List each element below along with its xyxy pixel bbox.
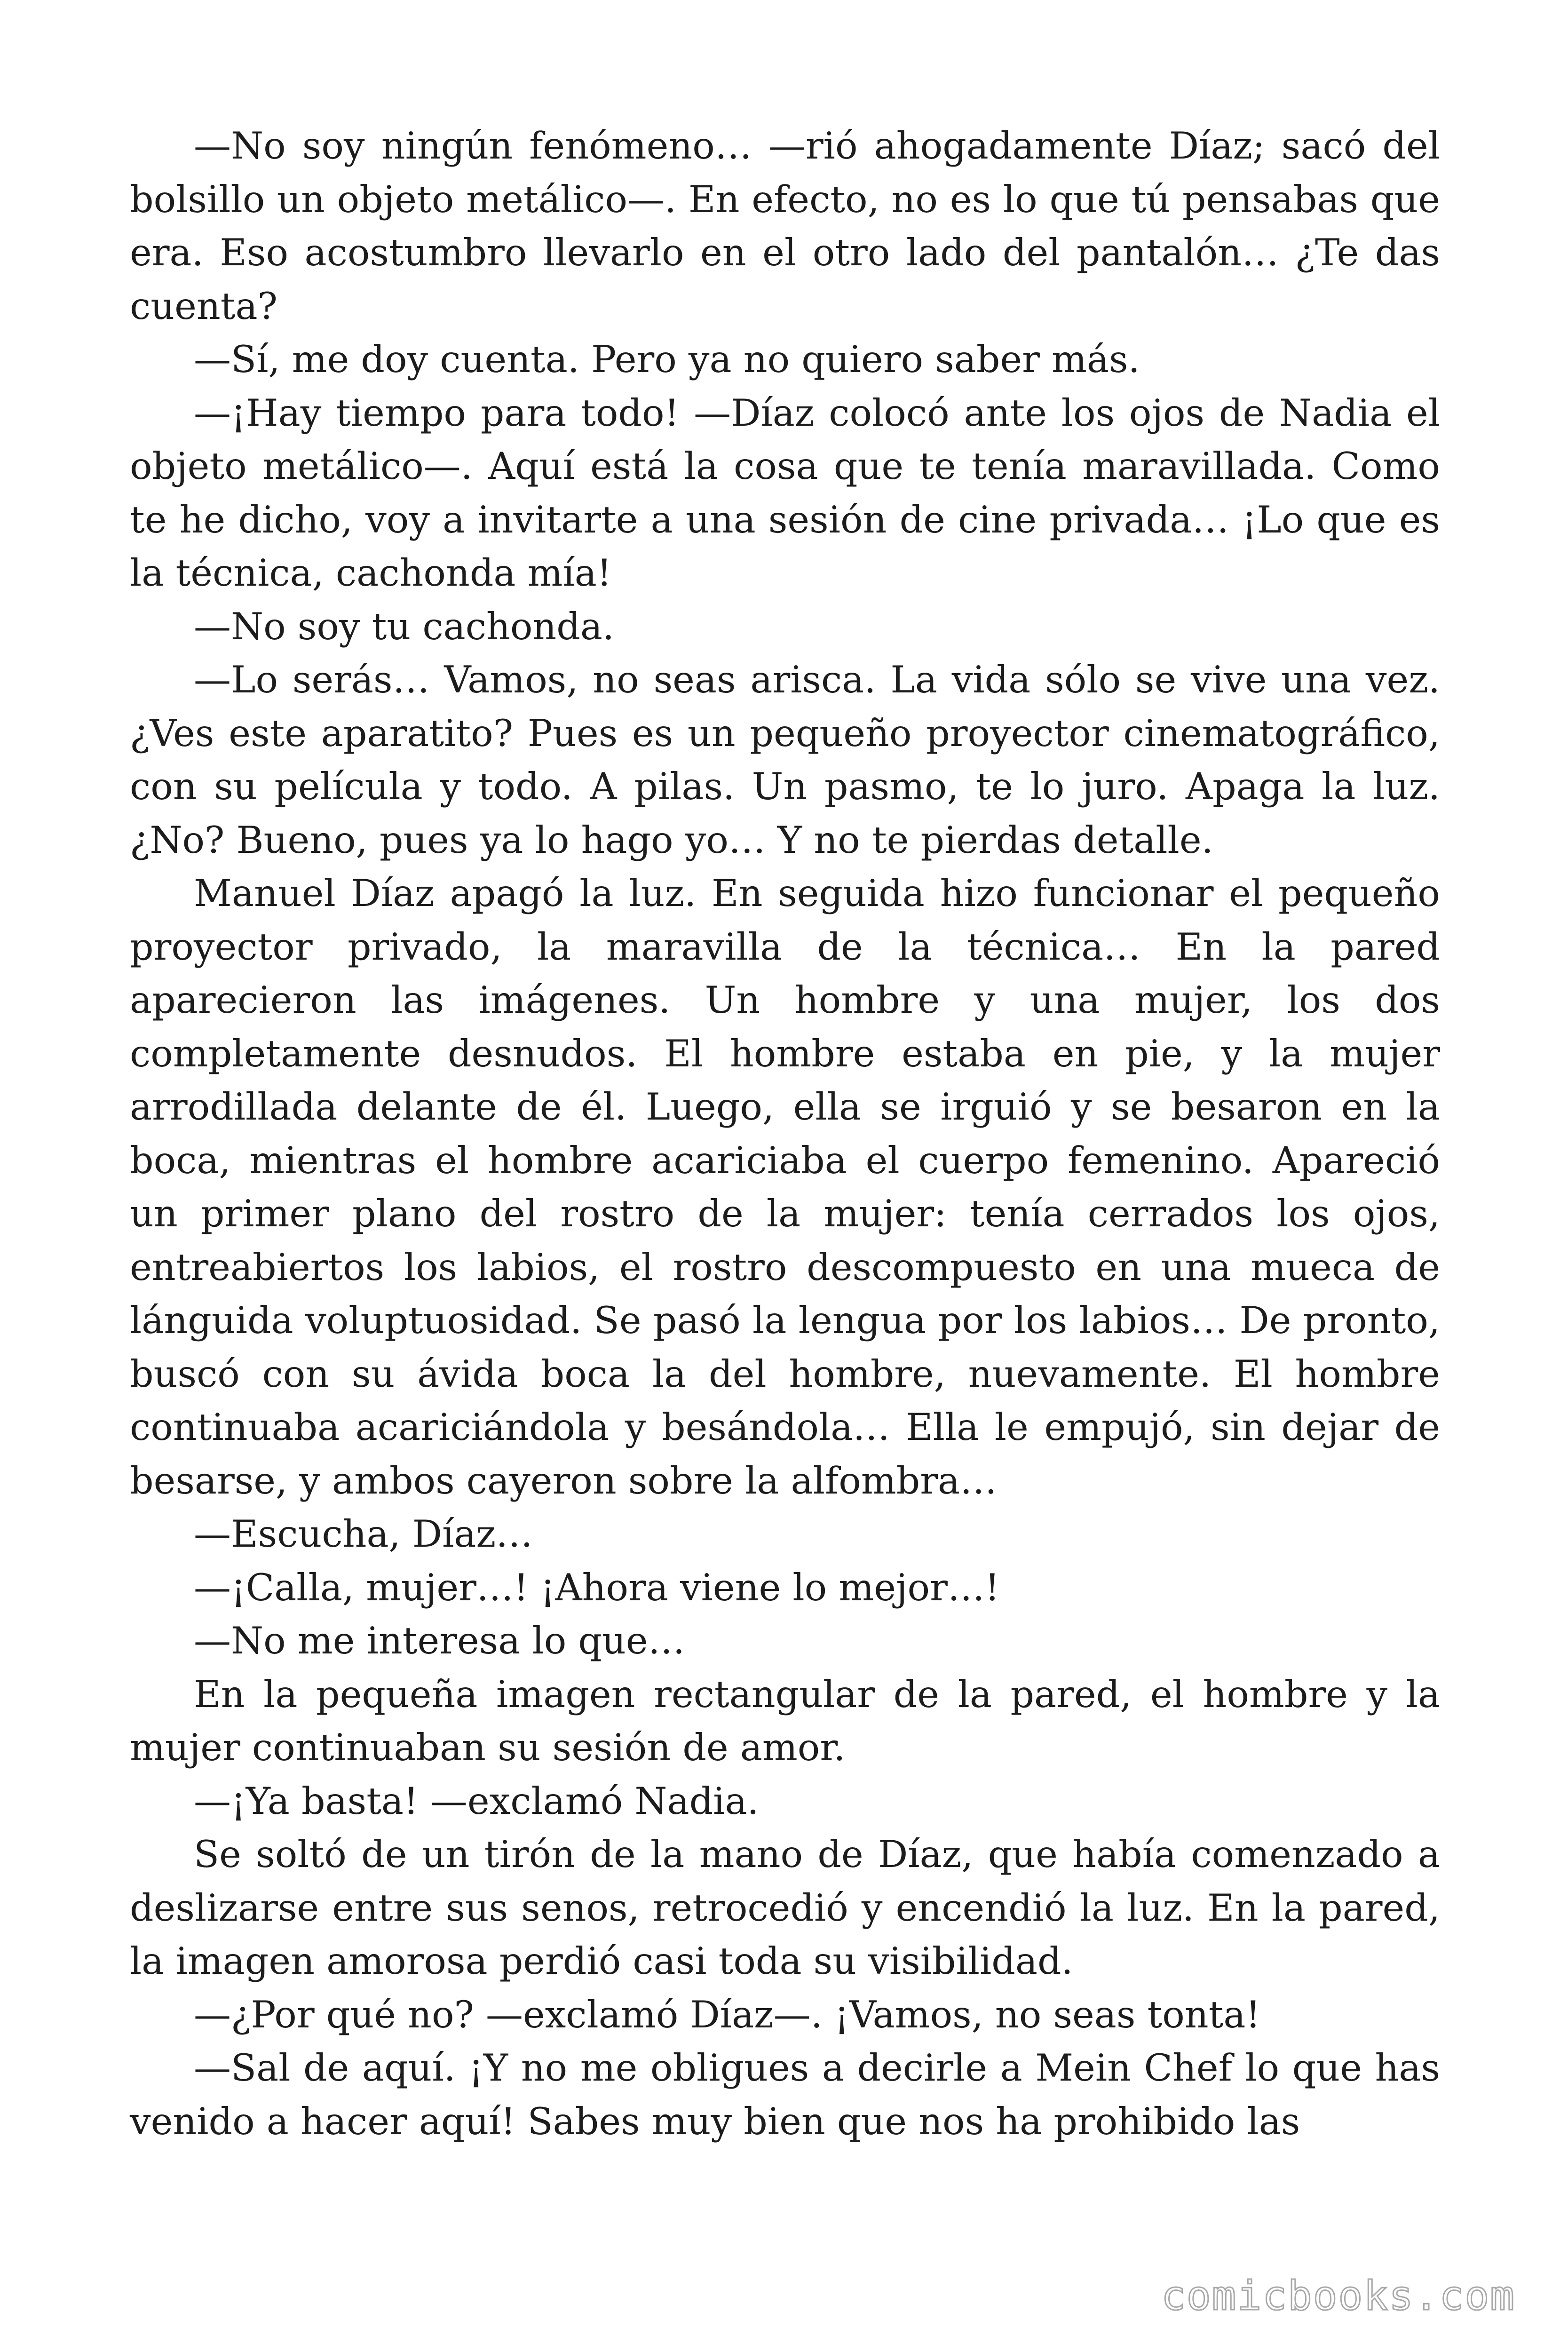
- paragraph: —¡Calla, mujer…! ¡Ahora viene lo mejor…!: [194, 1565, 1000, 1609]
- paragraph: —No soy tu cachonda.: [194, 604, 615, 648]
- body-text: [130, 119, 1440, 2148]
- paragraph: —¿Por qué no? —exclamó Díaz—. ¡Vamos, no seas tonta!: [194, 1993, 1261, 2036]
- watermark-logo: comicbooks.com: [1161, 2273, 1515, 2320]
- paragraph: —¡Hay tiempo para todo! —Díaz colocó ante los ojos de Nadia el objeto metálico—. Aquí está la cosa que te tenía maravillada. Como te he dicho, voy a invitarte a una sesión de cine privada… ¡Lo que es la técnica, cachonda mía!: [130, 391, 1440, 595]
- paragraph: Manuel Díaz apagó la luz. En seguida hizo funcionar el pequeño proyector privado, la maravilla de la técnica… En la pared aparecieron las imágenes. Un hombre y una mujer, los dos completamente desnudos. El hombre estaba en pie, y la mujer arrodillada delante de él. Luego, ella se irguió y se besaron en la boca, mientras el hombre acariciaba el cuerpo femenino. Apareció un primer plano del rostro de la mujer: tenía cerrados los ojos, entreabiertos los labios, el rostro descompuesto en una mueca de lánguida voluptuosidad. Se pasó la lengua por los labios… De pronto, buscó con su ávida boca la del hombre, nuevamente. El hombre continuaba acariciándola y besándola… Ella le empujó, sin dejar de besarse, y ambos cayeron sobre la alfombra…: [130, 872, 1440, 1502]
- paragraph: —Sal de aquí. ¡Y no me obligues a decirle a Mein Chef lo que has venido a hacer aquí! Sabes muy bien que nos ha prohibido las: [130, 2046, 1440, 2143]
- paragraph: —No me interesa lo que…: [194, 1619, 685, 1662]
- paragraph: —¡Ya basta! —exclamó Nadia.: [194, 1779, 759, 1823]
- paragraph: En la pequeña imagen rectangular de la pared, el hombre y la mujer continuaban su sesión de amor.: [130, 1672, 1440, 1769]
- paragraph: —No soy ningún fenómeno… —rió ahogadamente Díaz; sacó del bolsillo un objeto metálico—. En efecto, no es lo que tú pensabas que era. Eso acostumbro llevarlo en el otro lado del pantalón… ¿Te das cuenta?: [130, 124, 1440, 328]
- paragraph: —Escucha, Díaz…: [194, 1512, 533, 1556]
- paragraph: Se soltó de un tirón de la mano de Díaz, que había comenzado a deslizarse entre sus senos, retrocedió y encendió la luz. En la pared, la imagen amorosa perdió casi toda su visibilidad.: [130, 1833, 1440, 1983]
- paragraph: —Sí, me doy cuenta. Pero ya no quiero saber más.: [194, 338, 1140, 381]
- paragraph: —Lo serás… Vamos, no seas arisca. La vida sólo se vive una vez. ¿Ves este aparatito? Pues es un pequeño proyector cinematográfico, con su película y todo. A pilas. Un pasmo, te lo juro. Apaga la luz. ¿No? Bueno, pues ya lo hago yo… Y no te pierdas detalle.: [130, 658, 1440, 862]
